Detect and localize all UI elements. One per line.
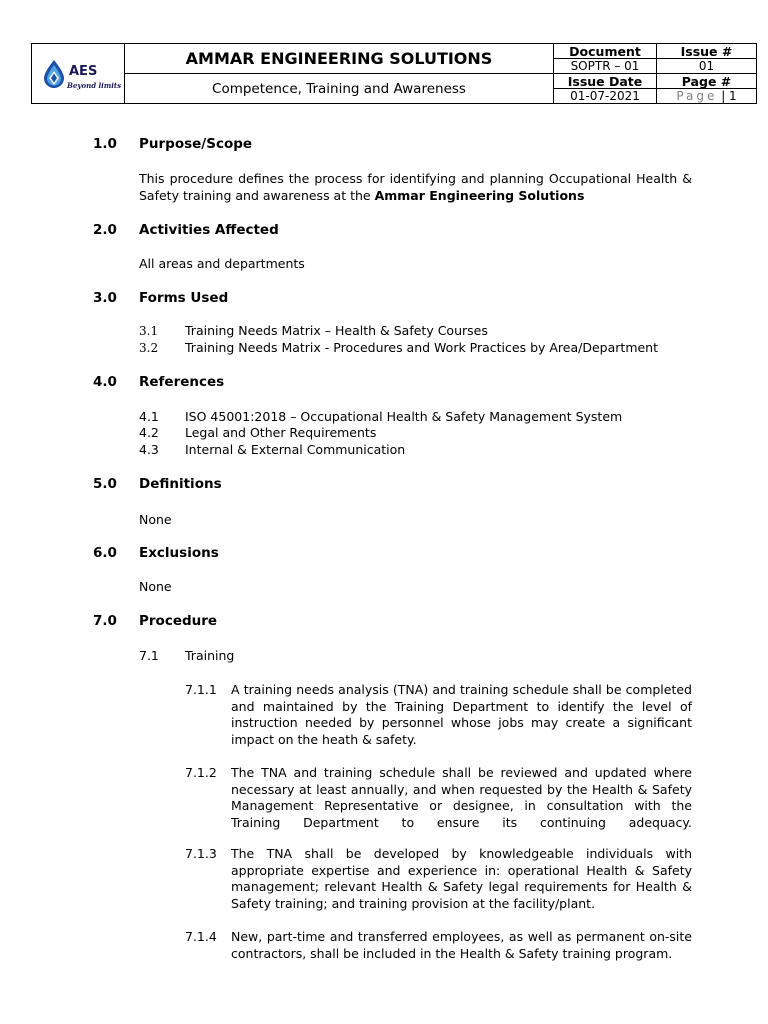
page-separator: |: [717, 88, 730, 103]
list-item: [139, 409, 622, 426]
item-number: 7.1.2: [185, 765, 217, 780]
procedure-item: [185, 846, 692, 912]
issue-date-value: 01-07-2021: [554, 89, 657, 104]
section-title: Procedure: [139, 613, 218, 629]
issue-date-label: Issue Date: [554, 74, 657, 89]
section-number: 4.0: [93, 374, 117, 390]
procedure-item: [185, 765, 692, 831]
section-number: 7.0: [93, 613, 117, 629]
list-item: [139, 340, 658, 357]
section-title: References: [139, 374, 225, 390]
item-number: 7.1.3: [185, 846, 217, 861]
section-number: 3.0: [93, 290, 117, 306]
section-heading-forms: [93, 290, 228, 306]
purpose-text: This procedure defines the process for identifying and planning Occupational Health & Safety training and awareness at the: [139, 171, 692, 203]
item-text: Training Needs Matrix - Procedures and Work Practices by Area/Department: [185, 340, 659, 355]
definitions-paragraph: None: [139, 512, 172, 527]
item-text: Legal and Other Requirements: [185, 425, 377, 440]
item-text: Training Needs Matrix – Health & Safety Courses: [185, 323, 488, 338]
company-logo: [32, 44, 124, 103]
logo-cell: [32, 44, 125, 104]
section-heading-exclusions: [93, 545, 219, 561]
item-text: Training: [185, 648, 235, 663]
item-number: 4.2: [139, 425, 159, 440]
list-item: [139, 323, 488, 340]
item-number: 3.1: [139, 324, 159, 338]
procedure-item: [185, 682, 692, 748]
document-header: [31, 43, 757, 104]
company-name-bold: Ammar Engineering Solutions: [374, 187, 585, 203]
item-text: ISO 45001:2018 – Occupational Health & Safety Management System: [185, 409, 623, 424]
item-text: A training needs analysis (TNA) and training schedule shall be completed and maintained by the Training Department to identify the level of instruction needed by personnel whose jobs may create a significant impact on the heath & safety.: [231, 682, 692, 747]
item-text: New, part-time and transferred employees, as well as permanent on-site contractors, shall be included in the Health & Safety training program.: [231, 929, 692, 961]
section-number: 2.0: [93, 222, 117, 238]
section-number: 6.0: [93, 545, 117, 561]
purpose-paragraph: [139, 171, 692, 204]
section-title: Exclusions: [139, 545, 219, 561]
item-text: Internal & External Communication: [185, 442, 406, 457]
logo-tagline: Beyond limits: [67, 81, 122, 90]
item-number: 4.3: [139, 442, 159, 457]
item-number: 4.1: [139, 409, 159, 424]
section-heading-definitions: [93, 476, 222, 492]
list-item: [139, 442, 405, 459]
page-value: 1: [729, 88, 737, 103]
section-heading-activities: [93, 222, 279, 238]
procedure-item: [185, 929, 692, 962]
section-title: Purpose/Scope: [139, 136, 253, 152]
issue-label: Issue #: [657, 44, 757, 59]
item-number: 7.1.1: [185, 682, 217, 697]
section-number: 1.0: [93, 136, 117, 152]
page-label: Page #: [657, 74, 757, 89]
page-number: [657, 89, 757, 104]
item-number: 3.2: [139, 341, 159, 355]
issue-value: 01: [657, 59, 757, 74]
exclusions-paragraph: None: [139, 579, 172, 594]
section-title: Activities Affected: [139, 222, 279, 238]
subsection-heading: [139, 648, 234, 665]
list-item: [139, 425, 376, 442]
section-title: Forms Used: [139, 290, 229, 306]
section-heading-procedure: [93, 613, 217, 629]
logo-abbr: AES: [69, 64, 98, 79]
activities-paragraph: All areas and departments: [139, 256, 305, 271]
water-drop-icon: [42, 59, 66, 89]
company-name: AMMAR ENGINEERING SOLUTIONS: [125, 44, 554, 74]
item-text: The TNA and training schedule shall be reviewed and updated where necessary at least annually, and when requested by the Health & Safety Management Representative or designee, in consultation with the Training Department to ensure its continuing adequacy.: [231, 765, 692, 830]
item-text: The TNA shall be developed by knowledgeable individuals with appropriate expertise and experience in: operational Health & Safety management; relevant Health & Safety legal requirements for Health & Safety training; and training provision at the facility/plant.: [231, 846, 692, 911]
document-subject: Competence, Training and Awareness: [125, 74, 554, 104]
section-heading-purpose: [93, 136, 252, 152]
section-heading-references: [93, 374, 224, 390]
item-number: 7.1.4: [185, 929, 217, 944]
document-label: Document: [554, 44, 657, 59]
page-word: Page: [676, 88, 718, 103]
section-number: 5.0: [93, 476, 117, 492]
item-number: 7.1: [139, 648, 159, 663]
section-title: Definitions: [139, 476, 222, 492]
document-value: SOPTR – 01: [554, 59, 657, 74]
